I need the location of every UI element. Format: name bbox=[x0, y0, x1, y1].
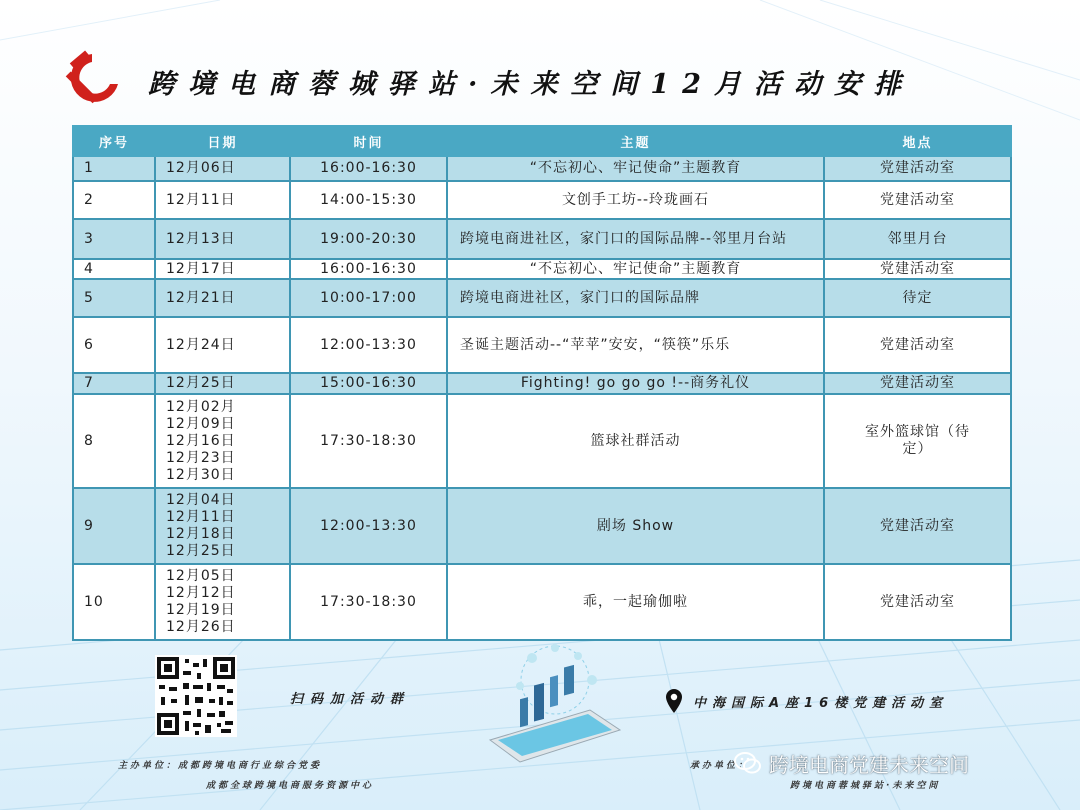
activity-schedule-table bbox=[72, 125, 1012, 641]
row-topic: 乖，一起瑜伽啦 bbox=[447, 564, 824, 640]
scan-qr-caption: 扫码加活动群 bbox=[290, 692, 411, 707]
page-title: 跨境电商蓉城驿站·未来空间12月活动安排 bbox=[148, 69, 914, 100]
row-place: 党建活动室 bbox=[824, 181, 1011, 219]
header-place: 地点 bbox=[824, 126, 1011, 156]
header-no: 序号 bbox=[73, 126, 155, 156]
row-date bbox=[155, 156, 290, 181]
row-no: 5 bbox=[73, 279, 155, 317]
smartphone-illustration-icon bbox=[480, 640, 630, 770]
header-date: 日期 bbox=[155, 126, 290, 156]
row-no: 8 bbox=[73, 394, 155, 488]
table-row bbox=[73, 181, 1011, 219]
table-row bbox=[73, 564, 1011, 640]
wechat-icon bbox=[733, 750, 763, 776]
row-time: 19:00-20:30 bbox=[290, 219, 447, 259]
header-topic: 主题 bbox=[447, 126, 824, 156]
header-time: 时间 bbox=[290, 126, 447, 156]
date-line: 12月21日 bbox=[166, 289, 236, 306]
co-organizer-label: 承办单位： bbox=[690, 761, 751, 771]
date-line: 12月11日 bbox=[166, 191, 236, 208]
row-no: 1 bbox=[73, 156, 155, 181]
row-time: 16:00-16:30 bbox=[290, 259, 447, 279]
date-line: 12月09日 bbox=[166, 415, 236, 432]
table-row bbox=[73, 259, 1011, 279]
row-date bbox=[155, 181, 290, 219]
row-no: 6 bbox=[73, 317, 155, 373]
row-place: 党建活动室 bbox=[824, 564, 1011, 640]
row-no: 9 bbox=[73, 488, 155, 564]
venue-address: 中海国际A座16楼党建活动室 bbox=[693, 696, 949, 711]
row-time: 17:30-18:30 bbox=[290, 564, 447, 640]
location-pin-icon bbox=[664, 688, 684, 714]
row-no: 10 bbox=[73, 564, 155, 640]
row-topic: 剧场 Show bbox=[447, 488, 824, 564]
organizer-label: 主办单位：成都跨境电商行业综合党委 bbox=[118, 761, 323, 771]
row-date bbox=[155, 373, 290, 394]
row-place: 党建活动室 bbox=[824, 259, 1011, 279]
row-topic: 文创手工坊--玲珑画石 bbox=[447, 181, 824, 219]
row-topic: 篮球社群活动 bbox=[447, 394, 824, 488]
co-organizer-name: 跨境电商蓉城驿站·未来空间 bbox=[790, 781, 941, 791]
row-date bbox=[155, 259, 290, 279]
row-time: 12:00-13:30 bbox=[290, 317, 447, 373]
date-line: 12月25日 bbox=[166, 375, 236, 391]
row-time: 17:30-18:30 bbox=[290, 394, 447, 488]
row-no: 3 bbox=[73, 219, 155, 259]
table-row bbox=[73, 317, 1011, 373]
row-date bbox=[155, 219, 290, 259]
date-line: 12月24日 bbox=[166, 336, 236, 353]
date-line: 12月17日 bbox=[166, 260, 236, 277]
date-line: 12月12日 bbox=[166, 585, 236, 601]
row-topic: Fighting! go go go !--商务礼仪 bbox=[447, 373, 824, 394]
table-row bbox=[73, 394, 1011, 488]
row-place: 党建活动室 bbox=[824, 317, 1011, 373]
date-line: 12月25日 bbox=[166, 543, 236, 559]
wechat-watermark bbox=[733, 748, 969, 778]
row-date bbox=[155, 394, 290, 488]
row-place: 党建活动室 bbox=[824, 373, 1011, 394]
row-topic: “不忘初心、牢记使命”主题教育 bbox=[447, 156, 824, 181]
date-line: 12月16日 bbox=[166, 432, 236, 449]
table-row bbox=[73, 219, 1011, 259]
date-line: 12月05日 bbox=[166, 568, 236, 584]
row-time: 15:00-16:30 bbox=[290, 373, 447, 394]
table-row bbox=[73, 488, 1011, 564]
row-date bbox=[155, 279, 290, 317]
row-time: 12:00-13:30 bbox=[290, 488, 447, 564]
row-place: 邻里月台 bbox=[824, 219, 1011, 259]
row-topic: 跨境电商进社区，家门口的国际品牌--邻里月台站 bbox=[447, 219, 824, 259]
qr-code-icon bbox=[155, 655, 237, 737]
date-line: 12月13日 bbox=[166, 230, 236, 247]
row-date bbox=[155, 317, 290, 373]
row-time: 10:00-17:00 bbox=[290, 279, 447, 317]
table-header-row bbox=[73, 126, 1011, 156]
table-row bbox=[73, 373, 1011, 394]
date-line: 12月11日 bbox=[166, 509, 236, 525]
table-row bbox=[73, 279, 1011, 317]
row-place: 待定 bbox=[824, 279, 1011, 317]
row-no: 7 bbox=[73, 373, 155, 394]
row-no: 4 bbox=[73, 259, 155, 279]
date-line: 12月26日 bbox=[166, 619, 236, 635]
date-line: 12月02月 bbox=[166, 398, 236, 415]
date-line: 12月19日 bbox=[166, 602, 236, 618]
table-row bbox=[73, 156, 1011, 181]
row-time: 14:00-15:30 bbox=[290, 181, 447, 219]
row-topic: “不忘初心、牢记使命”主题教育 bbox=[447, 259, 824, 279]
watermark-text: 跨境电商党建未来空间 bbox=[769, 752, 969, 777]
row-topic: 圣诞主题活动--“苹苹”安安，“筷筷”乐乐 bbox=[447, 317, 824, 373]
row-place: 党建活动室 bbox=[824, 488, 1011, 564]
hammer-sickle-icon bbox=[62, 48, 124, 110]
date-line: 12月30日 bbox=[166, 466, 236, 483]
row-time: 16:00-16:30 bbox=[290, 156, 447, 181]
row-date bbox=[155, 488, 290, 564]
row-date bbox=[155, 564, 290, 640]
date-line: 12月04日 bbox=[166, 492, 236, 508]
row-place: 党建活动室 bbox=[824, 156, 1011, 181]
page-header bbox=[0, 40, 1080, 120]
organizer-second: 成都全球跨境电商服务资源中心 bbox=[206, 781, 375, 791]
row-no: 2 bbox=[73, 181, 155, 219]
date-line: 12月18日 bbox=[166, 526, 236, 542]
date-line: 12月06日 bbox=[166, 160, 236, 176]
date-line: 12月23日 bbox=[166, 449, 236, 466]
row-topic: 跨境电商进社区，家门口的国际品牌 bbox=[447, 279, 824, 317]
row-place: 室外篮球馆（待定） bbox=[824, 394, 1011, 488]
